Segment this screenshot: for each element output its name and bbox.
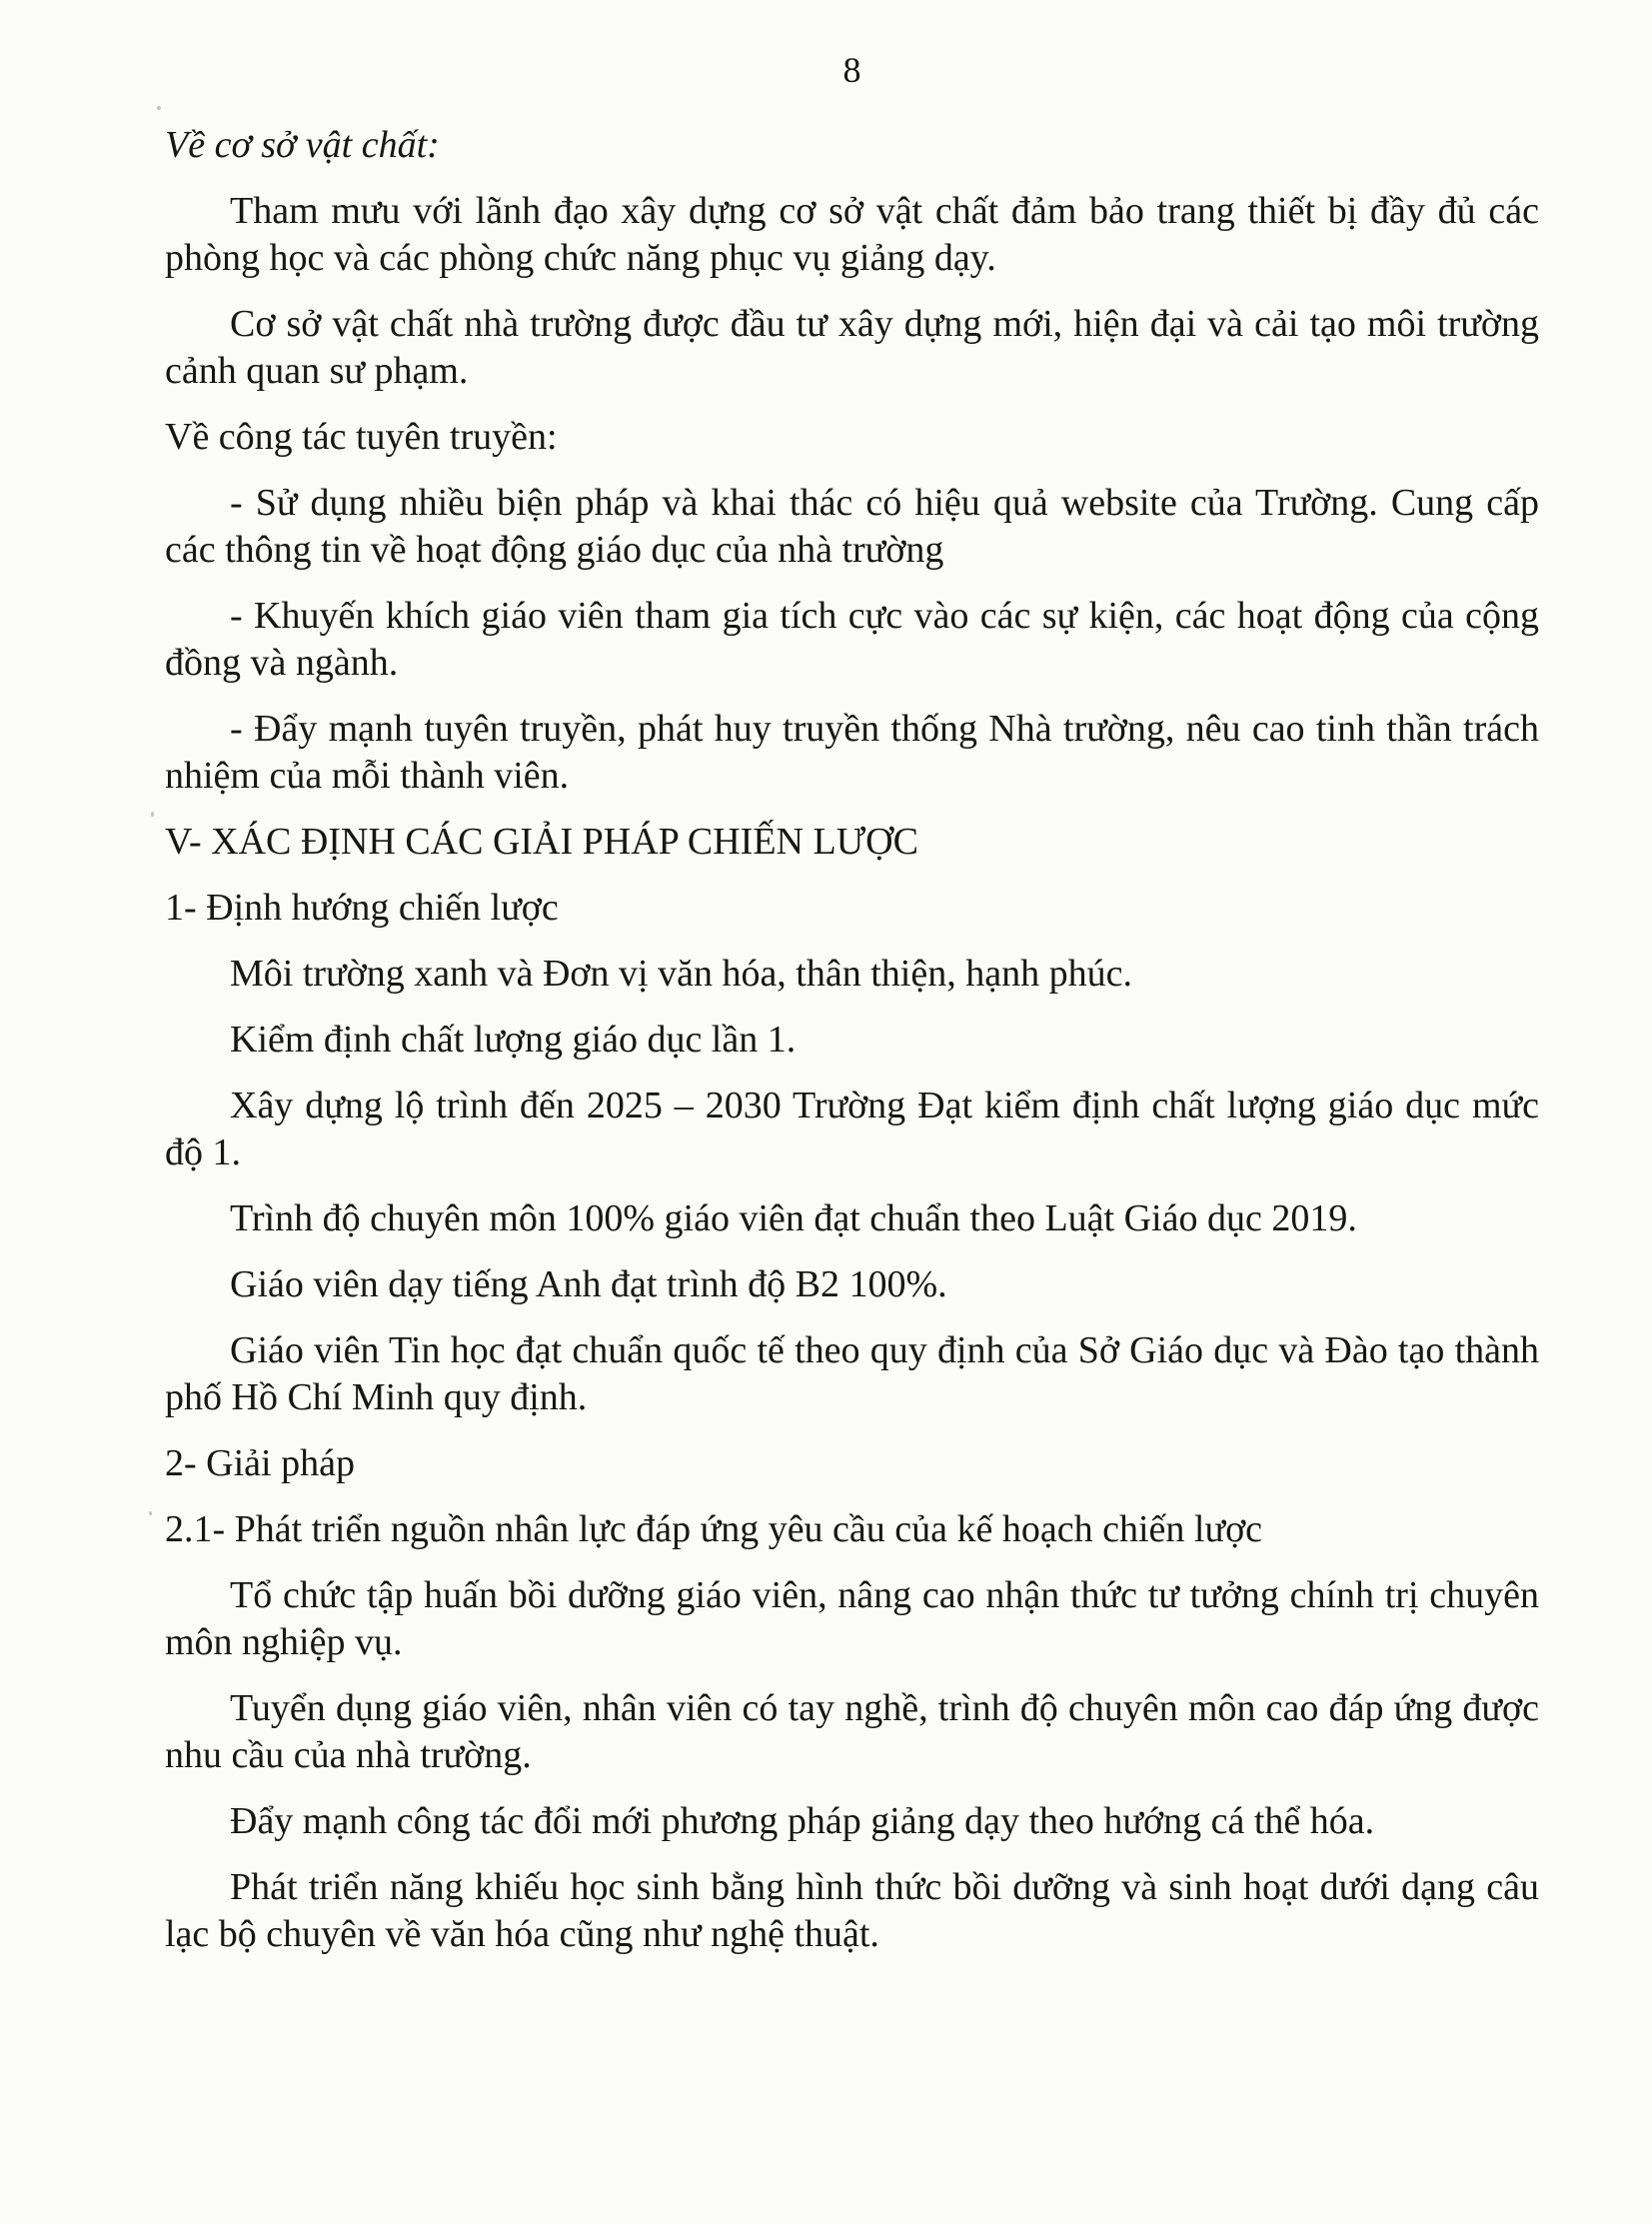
document-content: [165, 122, 1539, 1977]
paragraph-giao-vien-tieng-anh: Giáo viên dạy tiếng Anh đạt trình độ B2 100%.: [230, 1263, 947, 1305]
heading-ve-co-so-vat-chat: Về cơ sở vật chất:: [165, 124, 440, 166]
paragraph-kiem-dinh-chat-luong: Kiểm định chất lượng giáo dục lần 1.: [230, 1019, 797, 1061]
paragraph-co-so-vat-chat: Cơ sở vật chất nhà trường được đầu tư xây dựng mới, hiện đại và cải tạo môi trường cảnh quan sư phạm.: [165, 303, 1539, 392]
paragraph-tham-muu: Tham mưu với lãnh đạo xây dựng cơ sở vật chất đảm bảo trang thiết bị đầy đủ các phòng học và các phòng chức năng phục vụ giảng dạy.: [165, 190, 1539, 279]
heading-v-xac-dinh-giai-phap: V- XÁC ĐỊNH CÁC GIẢI PHÁP CHIẾN LƯỢC: [165, 821, 918, 863]
paragraph-moi-truong-xanh: Môi trường xanh và Đơn vị văn hóa, thân thiện, hạnh phúc.: [230, 953, 1132, 995]
heading-2-1-phat-trien-nguon-nhan-luc: 2.1- Phát triển nguồn nhân lực đáp ứng yêu cầu của kế hoạch chiến lược: [165, 1508, 1263, 1550]
paragraph-doi-moi-phuong-phap: Đẩy mạnh công tác đổi mới phương pháp giảng dạy theo hướng cá thể hóa.: [230, 1800, 1375, 1842]
scan-speck: [151, 812, 154, 817]
paragraph-phat-trien-nang-khieu: Phát triển năng khiếu học sinh bằng hình thức bồi dưỡng và sinh hoạt dưới dạng câu lạc bộ chuyên về văn hóa cũng như nghệ thuật.: [165, 1866, 1539, 1955]
paragraph-tuyen-dung-giao-vien: Tuyển dụng giáo viên, nhân viên có tay nghề, trình độ chuyên môn cao đáp ứng được nhu cầu của nhà trường.: [165, 1687, 1539, 1776]
paragraph-xay-dung-lo-trinh: Xây dựng lộ trình đến 2025 – 2030 Trường Đạt kiểm định chất lượng giáo dục mức độ 1.: [165, 1085, 1539, 1173]
paragraph-khuyen-khich-giao-vien: - Khuyến khích giáo viên tham gia tích cực vào các sự kiện, các hoạt động của cộng đồng và ngành.: [165, 595, 1539, 684]
paragraph-to-chuc-tap-huan: Tổ chức tập huấn bồi dưỡng giáo viên, nâng cao nhận thức tư tưởng chính trị chuyên môn nghiệp vụ.: [165, 1574, 1539, 1663]
page-header: [165, 48, 1539, 92]
heading-2-giai-phap: 2- Giải pháp: [165, 1442, 355, 1484]
paragraph-su-dung-website: - Sử dụng nhiều biện pháp và khai thác có hiệu quả website của Trường. Cung cấp các thông tin về hoạt động giáo dục của nhà trường: [165, 482, 1539, 571]
scan-speck: [157, 106, 161, 110]
heading-ve-cong-tac-tuyen-truyen: Về công tác tuyên truyền:: [165, 416, 558, 458]
paragraph-day-manh-tuyen-truyen: - Đẩy mạnh tuyên truyền, phát huy truyền thống Nhà trường, nêu cao tinh thần trách nhiệm của mỗi thành viên.: [165, 708, 1539, 797]
paragraph-giao-vien-tin-hoc: Giáo viên Tin học đạt chuẩn quốc tế theo quy định của Sở Giáo dục và Đào tạo thành phố Hồ Chí Minh quy định.: [165, 1329, 1539, 1418]
heading-1-dinh-huong-chien-luoc: 1- Định hướng chiến lược: [165, 887, 559, 929]
page-number: 8: [842, 50, 861, 90]
paragraph-trinh-do-chuyen-mon: Trình độ chuyên môn 100% giáo viên đạt chuẩn theo Luật Giáo dục 2019.: [230, 1197, 1357, 1239]
scan-speck: [149, 1511, 152, 1515]
